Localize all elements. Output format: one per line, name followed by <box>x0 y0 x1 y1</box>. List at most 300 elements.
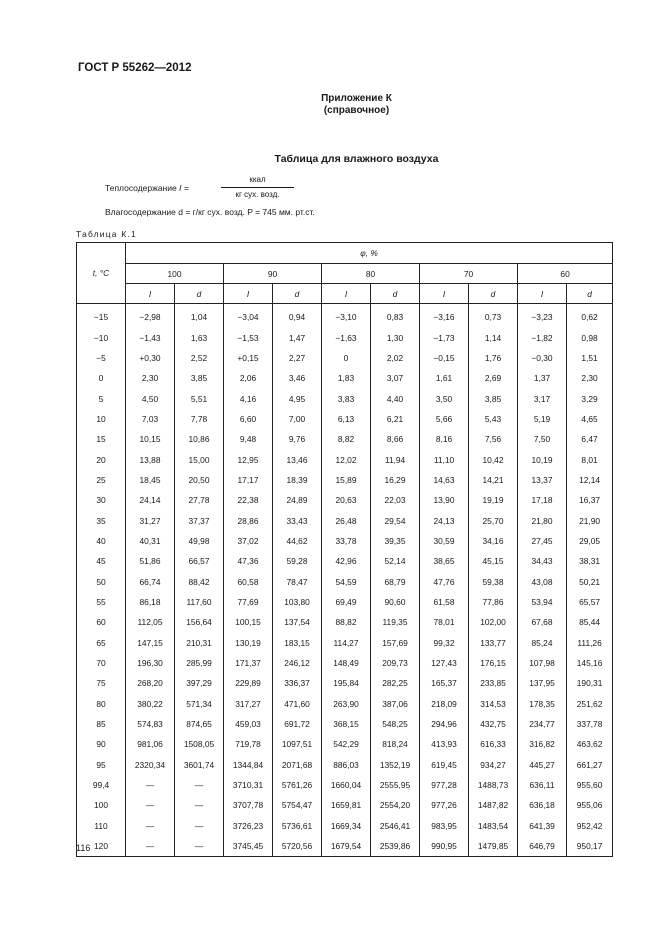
moisture-cell: 818,24 <box>371 734 420 754</box>
table-header <box>77 243 613 304</box>
enthalpy-cell: 5,19 <box>518 409 567 429</box>
enthalpy-cell: 28,86 <box>224 510 273 530</box>
enthalpy-cell: 11,10 <box>420 449 469 469</box>
moisture-cell: 68,79 <box>371 571 420 591</box>
enthalpy-cell: 3,17 <box>518 388 567 408</box>
enthalpy-cell: −0,30 <box>518 348 567 368</box>
temperature-cell: 0 <box>77 368 126 388</box>
enthalpy-cell: — <box>126 795 175 815</box>
humidity-group-header: 70 <box>420 264 518 284</box>
moisture-cell: 1,30 <box>371 327 420 347</box>
moisture-cell: 37,37 <box>175 510 224 530</box>
table-row <box>77 531 613 551</box>
table-row <box>77 755 613 775</box>
moisture-cell: 59,28 <box>273 551 322 571</box>
temperature-cell: 20 <box>77 449 126 469</box>
temperature-cell: 80 <box>77 694 126 714</box>
table-row <box>77 795 613 815</box>
enthalpy-cell: −1,73 <box>420 327 469 347</box>
enthalpy-cell: 112,05 <box>126 612 175 632</box>
enthalpy-cell: 54,59 <box>322 571 371 591</box>
enthalpy-cell: −0,15 <box>420 348 469 368</box>
humidity-group-header: 90 <box>224 264 322 284</box>
enthalpy-cell: 0 <box>322 348 371 368</box>
enthalpy-cell: 7,50 <box>518 429 567 449</box>
sub-header-i: I <box>224 284 273 304</box>
enthalpy-cell: −1,82 <box>518 327 567 347</box>
moisture-cell: 1488,73 <box>469 775 518 795</box>
moisture-cell: 8,01 <box>567 449 613 469</box>
moisture-cell: 103,80 <box>273 592 322 612</box>
table-row <box>77 694 613 714</box>
enthalpy-cell: 1,61 <box>420 368 469 388</box>
enthalpy-cell: 17,18 <box>518 490 567 510</box>
moisture-cell: 5761,26 <box>273 775 322 795</box>
enthalpy-cell: 61,58 <box>420 592 469 612</box>
enthalpy-cell: 33,78 <box>322 531 371 551</box>
moisture-cell: — <box>175 775 224 795</box>
table-row <box>77 470 613 490</box>
enthalpy-cell: −3,16 <box>420 304 469 328</box>
sub-header-i: I <box>126 284 175 304</box>
enthalpy-cell: 268,20 <box>126 673 175 693</box>
temperature-cell: 70 <box>77 653 126 673</box>
enthalpy-cell: 67,68 <box>518 612 567 632</box>
moisture-cell: 85,44 <box>567 612 613 632</box>
temperature-cell: 90 <box>77 734 126 754</box>
temperature-cell: −10 <box>77 327 126 347</box>
moisture-cell: 44,62 <box>273 531 322 551</box>
enthalpy-cell: 12,95 <box>224 449 273 469</box>
enthalpy-cell: 886,03 <box>322 755 371 775</box>
temperature-cell: 99,4 <box>77 775 126 795</box>
moisture-cell: 52,14 <box>371 551 420 571</box>
enthalpy-cell: 31,27 <box>126 510 175 530</box>
enthalpy-cell: 4,16 <box>224 388 273 408</box>
enthalpy-cell: 17,17 <box>224 470 273 490</box>
moisture-cell: 9,76 <box>273 429 322 449</box>
enthalpy-cell: 445,27 <box>518 755 567 775</box>
moisture-cell: 176,15 <box>469 653 518 673</box>
enthalpy-cell: 3745,45 <box>224 836 273 857</box>
moisture-cell: 4,40 <box>371 388 420 408</box>
enthalpy-cell: 20,63 <box>322 490 371 510</box>
table-row <box>77 304 613 328</box>
enthalpy-cell: 1679,54 <box>322 836 371 857</box>
moisture-cell: 3,29 <box>567 388 613 408</box>
table-row <box>77 368 613 388</box>
moisture-cell: 133,77 <box>469 633 518 653</box>
moisture-cell: 12,14 <box>567 470 613 490</box>
enthalpy-cell: 43,08 <box>518 571 567 591</box>
moisture-cell: 282,25 <box>371 673 420 693</box>
moisture-cell: — <box>175 795 224 815</box>
moisture-cell: 251,62 <box>567 694 613 714</box>
moisture-cell: 950,17 <box>567 836 613 857</box>
enthalpy-cell: 10,15 <box>126 429 175 449</box>
moisture-cell: 10,42 <box>469 449 518 469</box>
moisture-cell: 11,94 <box>371 449 420 469</box>
moisture-cell: 874,65 <box>175 714 224 734</box>
moisture-cell: 29,05 <box>567 531 613 551</box>
moisture-cell: 59,38 <box>469 571 518 591</box>
moisture-cell: 1,63 <box>175 327 224 347</box>
enthalpy-cell: 981,06 <box>126 734 175 754</box>
moisture-cell: 3,46 <box>273 368 322 388</box>
enthalpy-cell: 13,37 <box>518 470 567 490</box>
humidity-header: φ, % <box>126 243 613 264</box>
enthalpy-cell: 5,66 <box>420 409 469 429</box>
table-row <box>77 388 613 408</box>
moisture-cell: 190,31 <box>567 673 613 693</box>
enthalpy-cell: 459,03 <box>224 714 273 734</box>
enthalpy-cell: 51,86 <box>126 551 175 571</box>
enthalpy-cell: 47,36 <box>224 551 273 571</box>
temperature-cell: 100 <box>77 795 126 815</box>
table-row <box>77 490 613 510</box>
moisture-cell: 0,94 <box>273 304 322 328</box>
moisture-cell: 471,60 <box>273 694 322 714</box>
temperature-cell: 15 <box>77 429 126 449</box>
moisture-cell: 66,57 <box>175 551 224 571</box>
enthalpy-cell: 147,15 <box>126 633 175 653</box>
moisture-cell: 21,90 <box>567 510 613 530</box>
moisture-cell: 1508,05 <box>175 734 224 754</box>
moisture-cell: 6,21 <box>371 409 420 429</box>
enthalpy-cell: 85,24 <box>518 633 567 653</box>
enthalpy-cell: 60,58 <box>224 571 273 591</box>
enthalpy-cell: 574,83 <box>126 714 175 734</box>
table-row <box>77 734 613 754</box>
moisture-cell: 8,66 <box>371 429 420 449</box>
moisture-cell: 39,35 <box>371 531 420 551</box>
moisture-cell: 209,73 <box>371 653 420 673</box>
moisture-cell: 156,64 <box>175 612 224 632</box>
enthalpy-cell: 294,96 <box>420 714 469 734</box>
enthalpy-cell: +0,30 <box>126 348 175 368</box>
moisture-cell: 1,14 <box>469 327 518 347</box>
humidity-group-header: 60 <box>518 264 613 284</box>
moisture-cell: 19,19 <box>469 490 518 510</box>
temperature-cell: 25 <box>77 470 126 490</box>
moisture-cell: 78,47 <box>273 571 322 591</box>
table-row <box>77 510 613 530</box>
moisture-cell: 691,72 <box>273 714 322 734</box>
moisture-cell: 2546,41 <box>371 816 420 836</box>
moisture-cell: 934,27 <box>469 755 518 775</box>
sub-header-i: I <box>518 284 567 304</box>
table-row <box>77 816 613 836</box>
temperature-cell: 45 <box>77 551 126 571</box>
moisture-cell: 157,69 <box>371 633 420 653</box>
enthalpy-cell: −3,23 <box>518 304 567 328</box>
enthalpy-cell: 69,49 <box>322 592 371 612</box>
enthalpy-cell: 368,15 <box>322 714 371 734</box>
enthalpy-cell: — <box>126 816 175 836</box>
enthalpy-cell: 137,95 <box>518 673 567 693</box>
enthalpy-cell: 3,50 <box>420 388 469 408</box>
enthalpy-cell: 37,02 <box>224 531 273 551</box>
table-row <box>77 429 613 449</box>
temperature-cell: −15 <box>77 304 126 328</box>
table-row <box>77 449 613 469</box>
enthalpy-cell: 636,11 <box>518 775 567 795</box>
table-row <box>77 327 613 347</box>
enthalpy-cell: 47,76 <box>420 571 469 591</box>
appendix-heading <box>0 93 661 117</box>
moisture-cell: 29,54 <box>371 510 420 530</box>
enthalpy-cell: 263,90 <box>322 694 371 714</box>
moisture-cell: 2554,20 <box>371 795 420 815</box>
enthalpy-cell: 1660,04 <box>322 775 371 795</box>
enthalpy-cell: 413,93 <box>420 734 469 754</box>
enthalpy-cell: 2320,34 <box>126 755 175 775</box>
moisture-cell: 314,53 <box>469 694 518 714</box>
enthalpy-cell: 127,43 <box>420 653 469 673</box>
enthalpy-cell: 380,22 <box>126 694 175 714</box>
moisture-cell: 145,16 <box>567 653 613 673</box>
moisture-cell: 246,12 <box>273 653 322 673</box>
moisture-cell: 88,42 <box>175 571 224 591</box>
moisture-cell: 1,51 <box>567 348 613 368</box>
moisture-cell: 3601,74 <box>175 755 224 775</box>
moisture-cell: 5,43 <box>469 409 518 429</box>
enthalpy-cell: 6,60 <box>224 409 273 429</box>
moisture-cell: 15,00 <box>175 449 224 469</box>
enthalpy-cell: 27,45 <box>518 531 567 551</box>
moisture-cell: 13,46 <box>273 449 322 469</box>
moisture-cell: 955,60 <box>567 775 613 795</box>
moisture-cell: 3,07 <box>371 368 420 388</box>
table-row <box>77 714 613 734</box>
enthalpy-cell: 2,06 <box>224 368 273 388</box>
enthalpy-cell: 3707,78 <box>224 795 273 815</box>
moisture-cell: 10,86 <box>175 429 224 449</box>
enthalpy-cell: 100,15 <box>224 612 273 632</box>
enthalpy-cell: −1,63 <box>322 327 371 347</box>
enthalpy-cell: 42,96 <box>322 551 371 571</box>
moisture-cell: 117,60 <box>175 592 224 612</box>
table-row <box>77 571 613 591</box>
enthalpy-cell: 6,13 <box>322 409 371 429</box>
moisture-cell: 7,78 <box>175 409 224 429</box>
enthalpy-cell: — <box>126 836 175 857</box>
enthalpy-cell: 196,30 <box>126 653 175 673</box>
moisture-cell: 0,83 <box>371 304 420 328</box>
moisture-cell: 1,04 <box>175 304 224 328</box>
enthalpy-cell: 26,48 <box>322 510 371 530</box>
enthalpy-label: Теплосодержание I = <box>105 183 189 193</box>
moisture-cell: 111,26 <box>567 633 613 653</box>
sub-header-d: d <box>175 284 224 304</box>
enthalpy-cell: 178,35 <box>518 694 567 714</box>
enthalpy-cell: 983,95 <box>420 816 469 836</box>
enthalpy-cell: −2,98 <box>126 304 175 328</box>
moisture-cell: 210,31 <box>175 633 224 653</box>
temperature-cell: 10 <box>77 409 126 429</box>
table-row <box>77 551 613 571</box>
enthalpy-cell: 2,30 <box>126 368 175 388</box>
moisture-cell: 2,27 <box>273 348 322 368</box>
moisture-cell: 14,21 <box>469 470 518 490</box>
table-row <box>77 673 613 693</box>
temperature-cell: 60 <box>77 612 126 632</box>
table-body <box>77 304 613 857</box>
moisture-cell: 4,65 <box>567 409 613 429</box>
moisture-cell: 2,30 <box>567 368 613 388</box>
enthalpy-cell: 22,38 <box>224 490 273 510</box>
moisture-cell: 20,50 <box>175 470 224 490</box>
enthalpy-cell: 7,03 <box>126 409 175 429</box>
moisture-cell: 2539,86 <box>371 836 420 857</box>
moisture-cell: 183,15 <box>273 633 322 653</box>
sub-header-d: d <box>371 284 420 304</box>
enthalpy-cell: 641,39 <box>518 816 567 836</box>
enthalpy-cell: −1,53 <box>224 327 273 347</box>
moisture-cell: 3,85 <box>175 368 224 388</box>
moisture-cell: 33,43 <box>273 510 322 530</box>
temperature-cell: 95 <box>77 755 126 775</box>
enthalpy-cell: +0,15 <box>224 348 273 368</box>
humidity-group-header: 100 <box>126 264 224 284</box>
enthalpy-cell: 195,84 <box>322 673 371 693</box>
enthalpy-cell: 317,27 <box>224 694 273 714</box>
enthalpy-fraction <box>221 175 294 200</box>
sub-header-d: d <box>469 284 518 304</box>
temperature-cell: 120 <box>77 836 126 857</box>
moisture-cell: 65,57 <box>567 592 613 612</box>
moisture-cell: 548,25 <box>371 714 420 734</box>
moisture-cell: 0,98 <box>567 327 613 347</box>
moisture-cell: — <box>175 816 224 836</box>
moisture-cell: 50,21 <box>567 571 613 591</box>
moisture-cell: 1483,54 <box>469 816 518 836</box>
enthalpy-cell: 9,48 <box>224 429 273 449</box>
moisture-cell: 38,31 <box>567 551 613 571</box>
moisture-cell: 45,15 <box>469 551 518 571</box>
table-row <box>77 775 613 795</box>
moisture-cell: 5720,56 <box>273 836 322 857</box>
moisture-cell: 463,62 <box>567 734 613 754</box>
enthalpy-cell: 88,82 <box>322 612 371 632</box>
enthalpy-cell: −1,43 <box>126 327 175 347</box>
moisture-cell: 27,78 <box>175 490 224 510</box>
moisture-cell: 0,73 <box>469 304 518 328</box>
moisture-cell: 16,37 <box>567 490 613 510</box>
enthalpy-cell: 24,14 <box>126 490 175 510</box>
enthalpy-cell: 719,78 <box>224 734 273 754</box>
moisture-cell: 49,98 <box>175 531 224 551</box>
temperature-cell: 30 <box>77 490 126 510</box>
humid-air-table <box>76 242 613 857</box>
enthalpy-cell: 1,83 <box>322 368 371 388</box>
appendix-subtitle: (справочное) <box>323 105 390 116</box>
moisture-cell: 616,33 <box>469 734 518 754</box>
enthalpy-cell: 1,37 <box>518 368 567 388</box>
enthalpy-cell: — <box>126 775 175 795</box>
moisture-cell: 0,62 <box>567 304 613 328</box>
sub-header-i: I <box>322 284 371 304</box>
moisture-cell: 25,70 <box>469 510 518 530</box>
enthalpy-cell: 977,26 <box>420 795 469 815</box>
enthalpy-cell: 66,74 <box>126 571 175 591</box>
moisture-cell: 16,29 <box>371 470 420 490</box>
enthalpy-cell: 13,88 <box>126 449 175 469</box>
enthalpy-cell: 148,49 <box>322 653 371 673</box>
enthalpy-cell: 53,94 <box>518 592 567 612</box>
enthalpy-cell: 10,19 <box>518 449 567 469</box>
enthalpy-cell: 114,27 <box>322 633 371 653</box>
enthalpy-cell: 99,32 <box>420 633 469 653</box>
moisture-cell: 337,78 <box>567 714 613 734</box>
moisture-cell: 397,29 <box>175 673 224 693</box>
table-row <box>77 633 613 653</box>
enthalpy-cell: 13,90 <box>420 490 469 510</box>
fraction-bar <box>221 187 294 188</box>
humidity-groups-row <box>77 264 613 284</box>
fraction-denominator: кг сух. возд. <box>235 190 280 199</box>
moisture-cell: 5754,47 <box>273 795 322 815</box>
moisture-cell: 1352,19 <box>371 755 420 775</box>
humidity-group-header: 80 <box>322 264 420 284</box>
moisture-cell: 2,52 <box>175 348 224 368</box>
enthalpy-cell: 38,65 <box>420 551 469 571</box>
enthalpy-cell: 636,18 <box>518 795 567 815</box>
table-label: Таблица К.1 <box>76 229 137 239</box>
moisture-cell: 952,42 <box>567 816 613 836</box>
enthalpy-cell: 316,82 <box>518 734 567 754</box>
enthalpy-cell: 8,16 <box>420 429 469 449</box>
moisture-cell: 7,00 <box>273 409 322 429</box>
table-row <box>77 653 613 673</box>
temperature-cell: 75 <box>77 673 126 693</box>
enthalpy-cell: 3,83 <box>322 388 371 408</box>
moisture-cell: 137,54 <box>273 612 322 632</box>
moisture-cell: 336,37 <box>273 673 322 693</box>
table-row <box>77 612 613 632</box>
moisture-cell: 661,27 <box>567 755 613 775</box>
moisture-cell: 955,06 <box>567 795 613 815</box>
enthalpy-cell: 234,77 <box>518 714 567 734</box>
moisture-cell: 24,89 <box>273 490 322 510</box>
moisture-cell: 5,51 <box>175 388 224 408</box>
moisture-cell: 432,75 <box>469 714 518 734</box>
temperature-cell: 55 <box>77 592 126 612</box>
temperature-cell: 85 <box>77 714 126 734</box>
enthalpy-cell: 78,01 <box>420 612 469 632</box>
enthalpy-cell: 86,18 <box>126 592 175 612</box>
table-row <box>77 836 613 857</box>
table-row <box>77 409 613 429</box>
temperature-cell: 5 <box>77 388 126 408</box>
page-number: 116 <box>76 843 91 853</box>
enthalpy-cell: 1669,34 <box>322 816 371 836</box>
enthalpy-cell: 15,89 <box>322 470 371 490</box>
enthalpy-cell: 14,63 <box>420 470 469 490</box>
moisture-cell: 233,85 <box>469 673 518 693</box>
moisture-cell: 2555,95 <box>371 775 420 795</box>
sub-header-i: I <box>420 284 469 304</box>
enthalpy-cell: −3,10 <box>322 304 371 328</box>
appendix-title: Приложение К <box>321 93 392 104</box>
moisture-cell: 4,95 <box>273 388 322 408</box>
table-row <box>77 592 613 612</box>
enthalpy-cell: 12,02 <box>322 449 371 469</box>
enthalpy-cell: 542,29 <box>322 734 371 754</box>
moisture-cell: 18,39 <box>273 470 322 490</box>
moisture-cell: 7,56 <box>469 429 518 449</box>
moisture-cell: 2071,68 <box>273 755 322 775</box>
